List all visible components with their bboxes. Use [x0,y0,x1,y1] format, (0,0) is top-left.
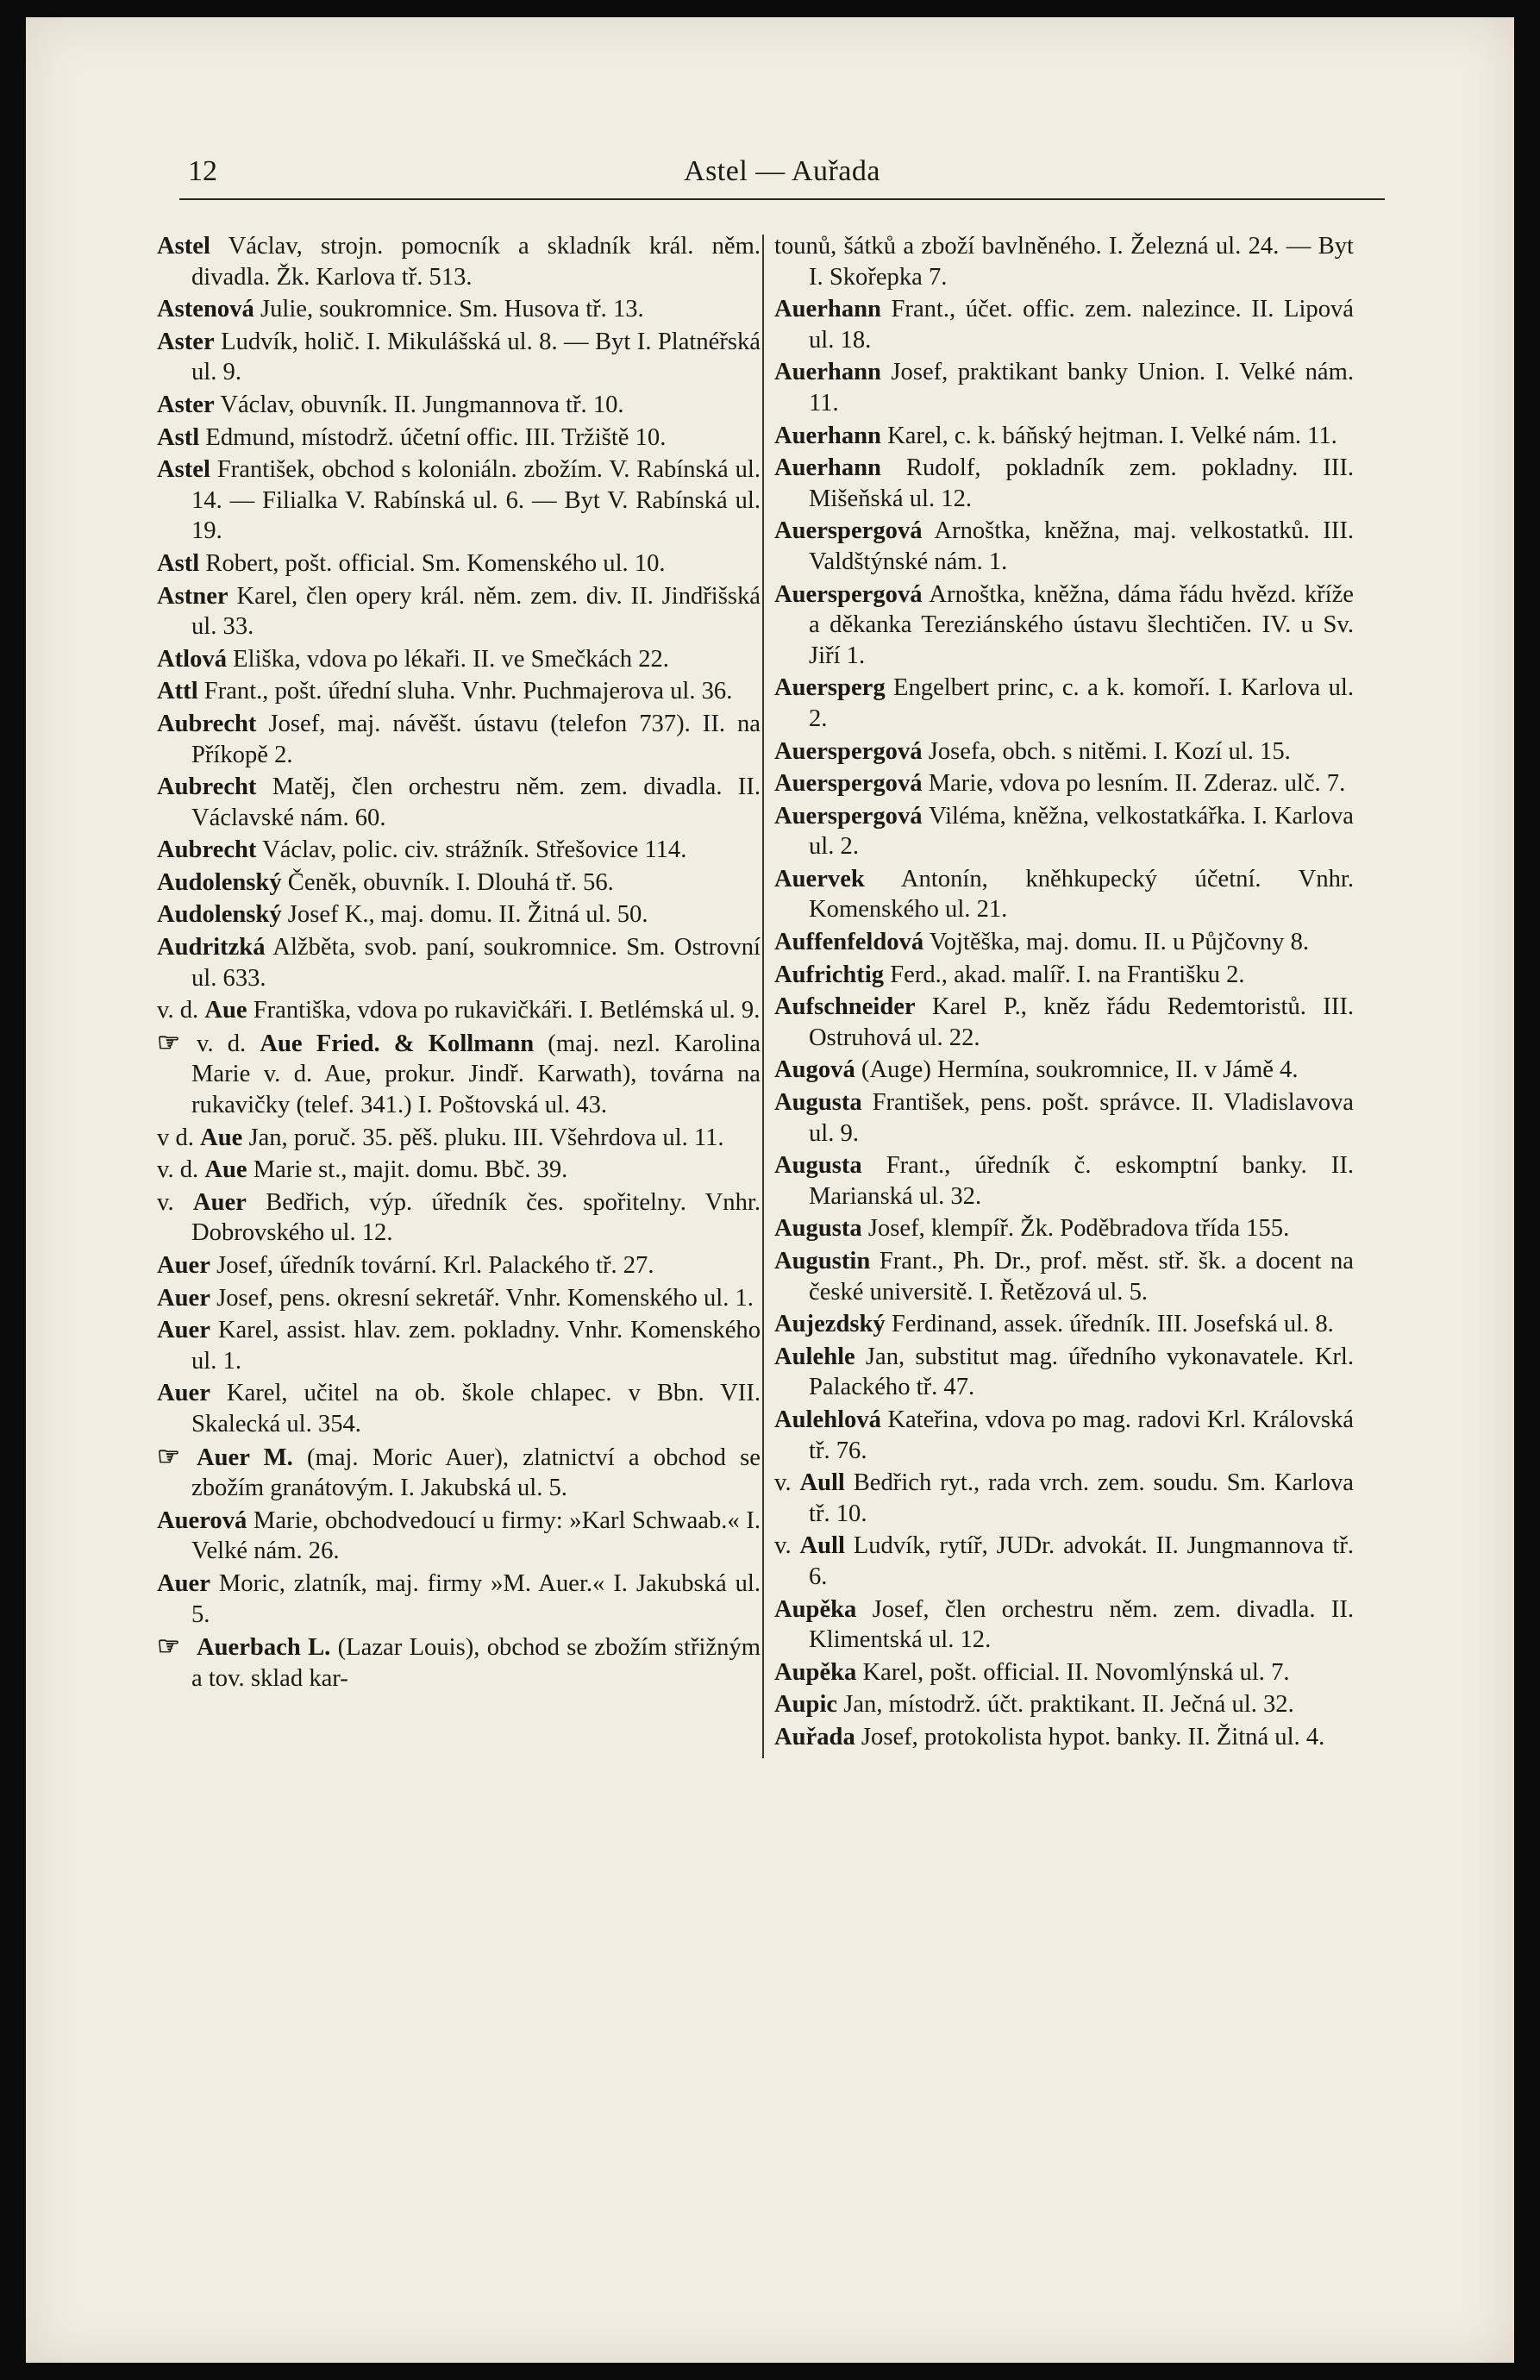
entry-surname: Aue [204,1156,247,1184]
entry-details: Karel, člen opery král. něm. zem. div. II. Jindřišská ul. 33. [191,582,761,641]
entry-prefix: v. d. [157,1156,205,1184]
entry-surname: Auerová [157,1506,247,1534]
entry-details: Jan, substitut mag. úředního vykonavatele. Krl. Palackého tř. 47. [809,1343,1354,1401]
entry-details: Antonín, kněhkupecký účetní. Vnhr. Komenského ul. 21. [809,865,1354,924]
directory-entry [774,357,1354,418]
directory-entry [157,548,761,579]
entry-surname: Augusta [774,1152,862,1180]
entry-surname: Aujezdský [774,1311,886,1338]
directory-entry [157,423,761,454]
directory-entry [774,992,1354,1053]
entry-details: Frant., pošt. úřední sluha. Vnhr. Puchmajerova ul. 36. [197,678,733,705]
directory-entry [157,1155,761,1186]
entry-surname: Aufschneider [774,993,916,1021]
entry-prefix: v. [157,1188,193,1216]
directory-entry [774,1657,1354,1688]
entry-details: Viléma, kněžna, velkostatkářka. I. Karlova ul. 2. [809,802,1354,861]
directory-entry [157,1283,761,1314]
entry-details: Engelbert princ, c. a k. komoří. I. Karlova ul. 2. [809,674,1354,732]
directory-entry [774,1213,1354,1244]
entry-surname: Auer [157,1380,210,1407]
entry-surname: Attl [157,678,198,705]
directory-entry [774,421,1354,452]
entry-surname: Auerhann [774,296,881,323]
entry-prefix: v. [774,1469,800,1497]
left-column [157,231,761,1695]
entry-details: (Auge) Hermína, soukromnice, II. v Jámě 4. [855,1056,1299,1084]
entry-surname: Auerhann [774,454,881,482]
entry-surname: Auervek [774,865,865,892]
entry-surname: Astl [157,423,200,451]
entry-surname: Aster [157,391,215,418]
entry-surname: Auerspergová [774,737,923,765]
directory-entry [774,1468,1354,1529]
entry-surname: Astel [157,456,210,484]
directory-entry [157,1378,761,1439]
entry-surname: Aubrecht [157,710,257,737]
entry-details: Josefa, obch. s nitěmi. I. Kozí ul. 15. [922,737,1291,765]
entry-details: Josef, praktikant banky Union. I. Velké nám. 11. [809,359,1354,416]
directory-entry [157,1187,761,1249]
entry-details: Václav, strojn. pomocník a skladník král. něm. divadla. Žk. Karlova tř. 513. [191,233,761,291]
entry-details: Marie, vdova po lesním. II. Zderaz. ulč. 7. [922,770,1346,798]
directory-entry [157,899,761,930]
right-column [774,231,1354,1755]
entry-surname: Aue [200,1124,243,1151]
directory-entry [157,709,761,770]
entry-details: Marie, obchodvedoucí u firmy: »Karl Schwaab.« I. Velké nám. 26. [191,1506,761,1565]
entry-surname: Auerspergová [774,770,923,798]
entry-surname: Atlová [157,645,228,673]
entry-details: Josef, maj. návěšt. ústavu (telefon 737). II. na Příkopě 2. [191,710,761,768]
directory-entry [157,327,761,388]
entry-details: Arnoštka, kněžna, maj. velkostatků. III. Valdštýnské nám. 1. [809,517,1354,575]
entry-surname: Auer [157,1284,210,1312]
column-divider [762,235,764,1758]
entry-surname: Audolenský [157,901,282,929]
directory-entry [774,801,1354,862]
directory-entry [774,1309,1354,1340]
entry-surname: Aubrecht [157,774,257,801]
entry-surname: Auffenfeldová [774,929,924,956]
entry-surname: Auřada [774,1723,855,1751]
entry-surname: Audolenský [157,868,282,896]
directory-entry [157,1442,761,1504]
entry-details: (Lazar Louis), obchod se zbožím střižným a tov. sklad kar- [191,1634,761,1692]
entry-details: Václav, obuvník. II. Jungmannova tř. 10. [214,391,624,418]
entry-details: Frant., Ph. Dr., prof. měst. stř. šk. a docent na české universitě. I. Řetězová ul. 5. [809,1248,1354,1306]
directory-entry [774,736,1354,767]
entry-surname: Augusta [774,1089,862,1117]
directory-entry [774,1150,1354,1212]
entry-details: Josef, člen orchestru něm. zem. divadla. II. Klimentská ul. 12. [809,1595,1354,1654]
directory-entry [157,644,761,675]
directory-entry [774,1405,1354,1466]
directory-entry [774,1594,1354,1656]
entry-surname: Auer [157,1317,210,1344]
entry-surname: Auerspergová [774,517,923,545]
entry-details: Frant., účet. offic. zem. nalezince. II. Lipová ul. 18. [809,296,1354,354]
page-number: 12 [188,155,217,187]
entry-details: Marie st., majit. domu. Bbč. 39. [247,1156,568,1184]
entry-details: Josef, klempíř. Žk. Poděbradova třída 155. [861,1215,1290,1243]
entry-details: Alžběta, svob. paní, soukromnice. Sm. Ostrovní ul. 633. [191,934,761,992]
entry-details: Edmund, místodrž. účetní offic. III. Tržiště 10. [199,423,667,451]
directory-entry [157,294,761,325]
entry-surname: Astl [157,549,200,577]
entry-surname: Astenová [157,296,254,323]
directory-entry [157,454,761,547]
directory-entry [774,294,1354,355]
directory-entry [157,1250,761,1281]
pointing-hand-icon: ☞ [157,1442,180,1471]
directory-entry [774,768,1354,799]
directory-entry [774,673,1354,734]
entry-surname: Audritzká [157,934,266,961]
entry-surname: Auer [157,1252,210,1279]
entry-surname: Aster [157,328,215,355]
entry-surname: Auersperg [774,674,886,702]
entry-surname: Aufrichtig [774,961,885,988]
entry-surname: Aupěka [774,1658,857,1686]
directory-entry [774,231,1354,292]
pointing-hand-icon: ☞ [157,1028,180,1057]
directory-entry [157,772,761,833]
entry-details: Arnoštka, kněžna, dáma řádu hvězd. kříže a děkanka Tereziánského ústavu šlechtičen. IV. u Sv. Jiří 1. [809,580,1354,669]
entry-surname: Aubrecht [157,836,257,864]
entry-surname: Aue [204,997,247,1024]
entry-details: Karel, assist. hlav. zem. pokladny. Vnhr. Komenského ul. 1. [191,1317,761,1375]
entry-prefix: v. [774,1532,800,1560]
entry-details: Karel, pošt. official. II. Novomlýnská ul. 7. [856,1658,1290,1686]
entry-details: Ferdinand, assek. úředník. III. Josefská ul. 8. [885,1311,1334,1338]
entry-surname: Astner [157,582,228,610]
entry-details: Rudolf, pokladník zem. pokladny. III. Mišeňská ul. 12. [809,454,1354,512]
directory-entry [774,1722,1354,1753]
directory-entry [157,1028,761,1121]
entry-details: Bedřich, výp. úředník čes. spořitelny. Vnhr. Dobrovského ul. 12. [191,1188,761,1247]
directory-entry [774,1689,1354,1720]
entry-details: Julie, soukromnice. Sm. Husova tř. 13. [254,296,644,323]
entry-details: Josef, pens. okresní sekretář. Vnhr. Komenského ul. 1. [210,1284,754,1312]
directory-entry [157,1123,761,1154]
page-header [179,147,1385,200]
entry-surname: Auerhann [774,359,881,386]
entry-details: Bedřich ryt., rada vrch. zem. soudu. Sm. Karlova tř. 10. [809,1469,1354,1527]
entry-details: Matěj, člen orchestru něm. zem. divadla. II. Václavské nám. 60. [191,774,761,831]
entry-details: Ludvík, rytíř, JUDr. advokát. II. Jungmannova tř. 6. [809,1532,1354,1590]
entry-details: Frant., úředník č. eskomptní banky. II. Marianská ul. 32. [809,1152,1354,1210]
running-head: Astel — Auřada [684,155,880,187]
directory-entry [774,1246,1354,1307]
entry-prefix: v. d. [197,1030,260,1057]
entry-surname: Auerbach L. [197,1634,331,1662]
entry-surname: Aull [799,1532,845,1560]
pointing-hand-icon: ☞ [157,1632,180,1662]
entry-details: (maj. Moric Auer), zlatnictví a obchod se zbožím granátovým. I. Jakubská ul. 5. [191,1444,761,1502]
entry-details: (maj. nezl. Karolina Marie v. d. Aue, prokur. Jindř. Karwath), továrna na rukavičky (telef. 341.) I. Poštovská ul. 43. [191,1030,761,1119]
entry-details: Josef, úředník tovární. Krl. Palackého tř. 27. [210,1252,654,1279]
entry-details: Václav, polic. civ. strážník. Střešovice 114. [256,836,687,864]
entry-surname: Auerhann [774,422,881,449]
directory-entry [774,516,1354,577]
entry-surname: Astel [157,233,210,260]
entry-surname: Aue Fried. & Kollmann [260,1030,535,1057]
directory-entry [774,453,1354,514]
directory-entry [157,932,761,993]
entry-details: Ludvík, holič. I. Mikulášská ul. 8. — Byt I. Platnéřská ul. 9. [191,328,761,386]
directory-entry [157,1569,761,1630]
entry-details: Čeněk, obuvník. I. Dlouhá tř. 56. [281,868,614,896]
directory-entry [157,1506,761,1567]
directory-entry [157,231,761,292]
directory-entry [774,1055,1354,1086]
directory-entry [774,1087,1354,1149]
directory-entry [774,960,1354,991]
entry-details: Josef, protokolista hypot. banky. II. Žitná ul. 4. [855,1723,1325,1751]
entry-details: Kateřina, vdova po mag. radovi Krl. Královská tř. 76. [809,1406,1354,1464]
entry-surname: Augustin [774,1248,871,1275]
directory-entry [774,927,1354,958]
entry-surname: Aupěka [774,1595,857,1623]
entry-surname: Aull [799,1469,845,1497]
entry-details: Karel P., kněz řádu Redemtoristů. III. Ostruhová ul. 22. [809,993,1354,1051]
directory-entry [774,1342,1354,1403]
directory-entry [157,390,761,421]
entry-details: Eliška, vdova po lékaři. II. ve Smečkách 22. [227,645,669,673]
entry-surname: Augová [774,1056,855,1084]
entry-surname: Aulehlová [774,1406,881,1433]
directory-entry [157,676,761,707]
entry-details: Karel, učitel na ob. škole chlapec. v Bbn. VII. Skalecká ul. 354. [191,1380,761,1437]
directory-entry [774,1531,1354,1592]
entry-surname: Auerspergová [774,802,923,830]
entry-details: Moric, zlatník, maj. firmy »M. Auer.« I. Jakubská ul. 5. [191,1569,761,1628]
directory-entry [157,995,761,1026]
entry-surname: Auer [192,1188,247,1216]
entry-surname: Augusta [774,1215,862,1243]
entry-surname: Aupic [774,1691,838,1719]
entry-surname: Auer M. [197,1444,293,1471]
entry-details: Karel, c. k. báňský hejtman. I. Velké nám. 11. [880,422,1337,449]
entry-details: František, pens. pošt. správce. II. Vladislavova ul. 9. [809,1089,1354,1147]
entry-details: Vojtěška, maj. domu. II. u Půjčovny 8. [923,929,1310,956]
entry-details: Františka, vdova po rukavičkáři. I. Betlémská ul. 9. [247,997,761,1024]
directory-entry [774,864,1354,925]
entry-details: tounů, šátků a zboží bavlněného. I. Železná ul. 24. — Byt I. Skořepka 7. [774,233,1354,291]
directory-entry [157,867,761,899]
entry-surname: Aulehle [774,1343,855,1370]
entry-surname: Auer [157,1569,210,1597]
entry-details: Jan, místodrž. účt. praktikant. II. Ječná ul. 32. [837,1691,1294,1719]
entry-prefix: v d. [157,1124,201,1151]
entry-details: Robert, pošt. official. Sm. Komenského ul. 10. [199,549,666,577]
directory-entry [157,1632,761,1694]
directory-entry [774,579,1354,672]
entry-details: Jan, poruč. 35. pěš. pluku. III. Všehrdova ul. 11. [242,1124,724,1151]
entry-details: Josef K., maj. domu. II. Žitná ul. 50. [281,901,648,929]
directory-entry [157,1315,761,1376]
entry-prefix: v. d. [157,997,205,1024]
entry-details: František, obchod s koloniáln. zbožím. V. Rabínská ul. 14. — Filialka V. Rabínská ul. 6. — Byt V. Rabínská ul. 19. [191,456,761,545]
entry-details: Ferd., akad. malíř. I. na Františku 2. [884,961,1245,988]
entry-surname: Auerspergová [774,580,923,608]
directory-entry [157,835,761,866]
directory-entry [157,581,761,642]
